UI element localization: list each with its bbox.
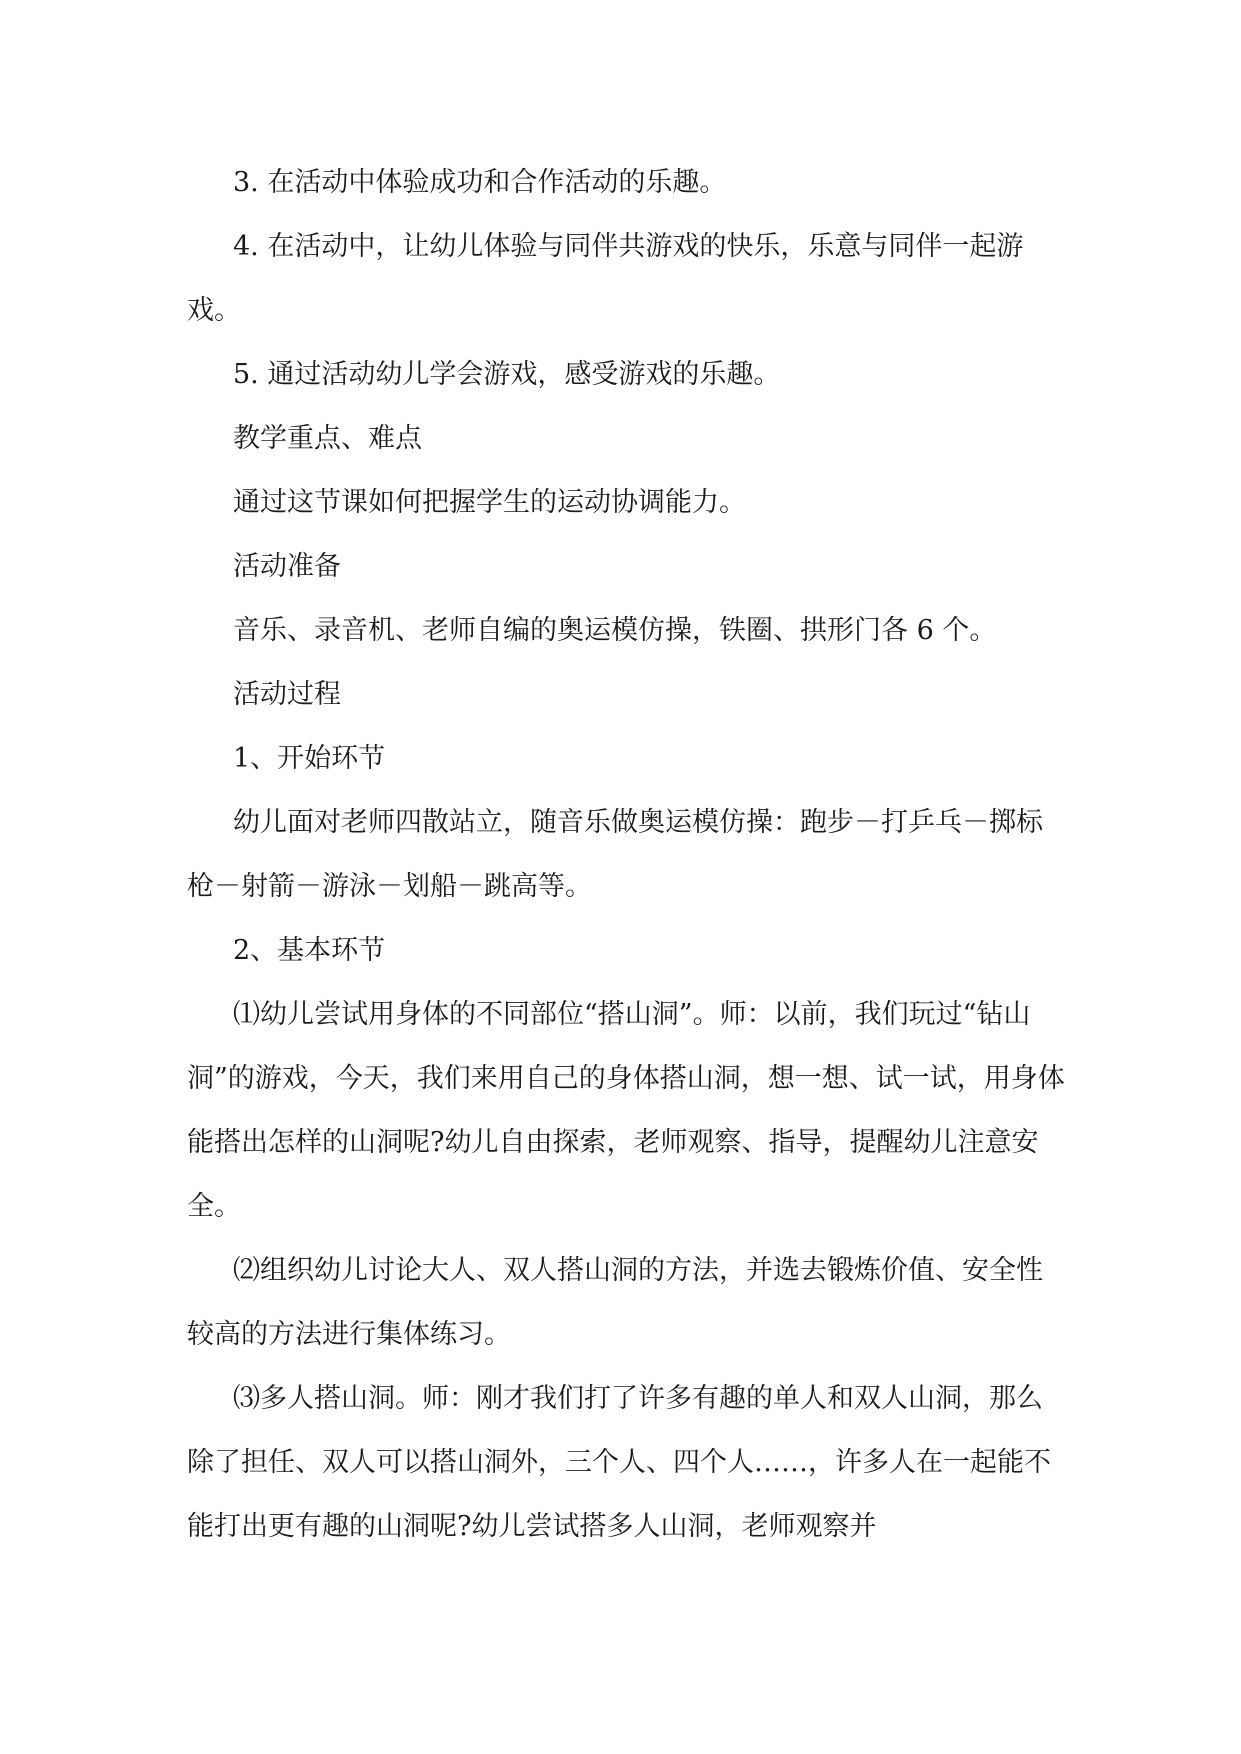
paragraph-step-1: 幼儿面对老师四散站立，随音乐做奥运模仿操：跑步－打乒乓－掷标枪－射箭－游泳－划船－跳高等。 bbox=[187, 807, 1043, 902]
heading-step-2: 2、基本环节 bbox=[233, 935, 386, 966]
document-body bbox=[187, 151, 1067, 1559]
heading-step-1: 1、开始环节 bbox=[233, 743, 386, 774]
paragraph-objective-5: 5. 通过活动幼儿学会游戏，感受游戏的乐趣。 bbox=[233, 359, 781, 390]
paragraph-key-points: 通过这节课如何把握学生的运动协调能力。 bbox=[233, 487, 746, 518]
heading-process: 活动过程 bbox=[233, 679, 341, 710]
paragraph-objective-4: 4. 在活动中，让幼儿体验与同伴共游戏的快乐，乐意与同伴一起游戏。 bbox=[187, 231, 1024, 326]
paragraph-preparation: 音乐、录音机、老师自编的奥运模仿操，铁圈、拱形门各 6 个。 bbox=[233, 615, 997, 646]
paragraph-objective-3: 3. 在活动中体验成功和合作活动的乐趣。 bbox=[233, 167, 727, 198]
paragraph-step-2-2: ⑵组织幼儿讨论大人、双人搭山洞的方法，并选去锻炼价值、安全性较高的方法进行集体练习。 bbox=[187, 1255, 1043, 1350]
heading-key-points: 教学重点、难点 bbox=[233, 423, 422, 454]
heading-preparation: 活动准备 bbox=[233, 551, 341, 582]
paragraph-step-2-1: ⑴幼儿尝试用身体的不同部位“搭山洞”。师：以前，我们玩过“钻山洞”的游戏，今天，我们来用自己的身体搭山洞，想一想、试一试，用身体能搭出怎样的山洞呢?幼儿自由探索，老师观察、指导，提醒幼儿注意安全。 bbox=[187, 999, 1065, 1222]
paragraph-step-2-3: ⑶多人搭山洞。师：刚才我们打了许多有趣的单人和双人山洞，那么除了担任、双人可以搭山洞外，三个人、四个人……，许多人在一起能不能打出更有趣的山洞呢?幼儿尝试搭多人山洞，老师观察并 bbox=[187, 1383, 1051, 1542]
